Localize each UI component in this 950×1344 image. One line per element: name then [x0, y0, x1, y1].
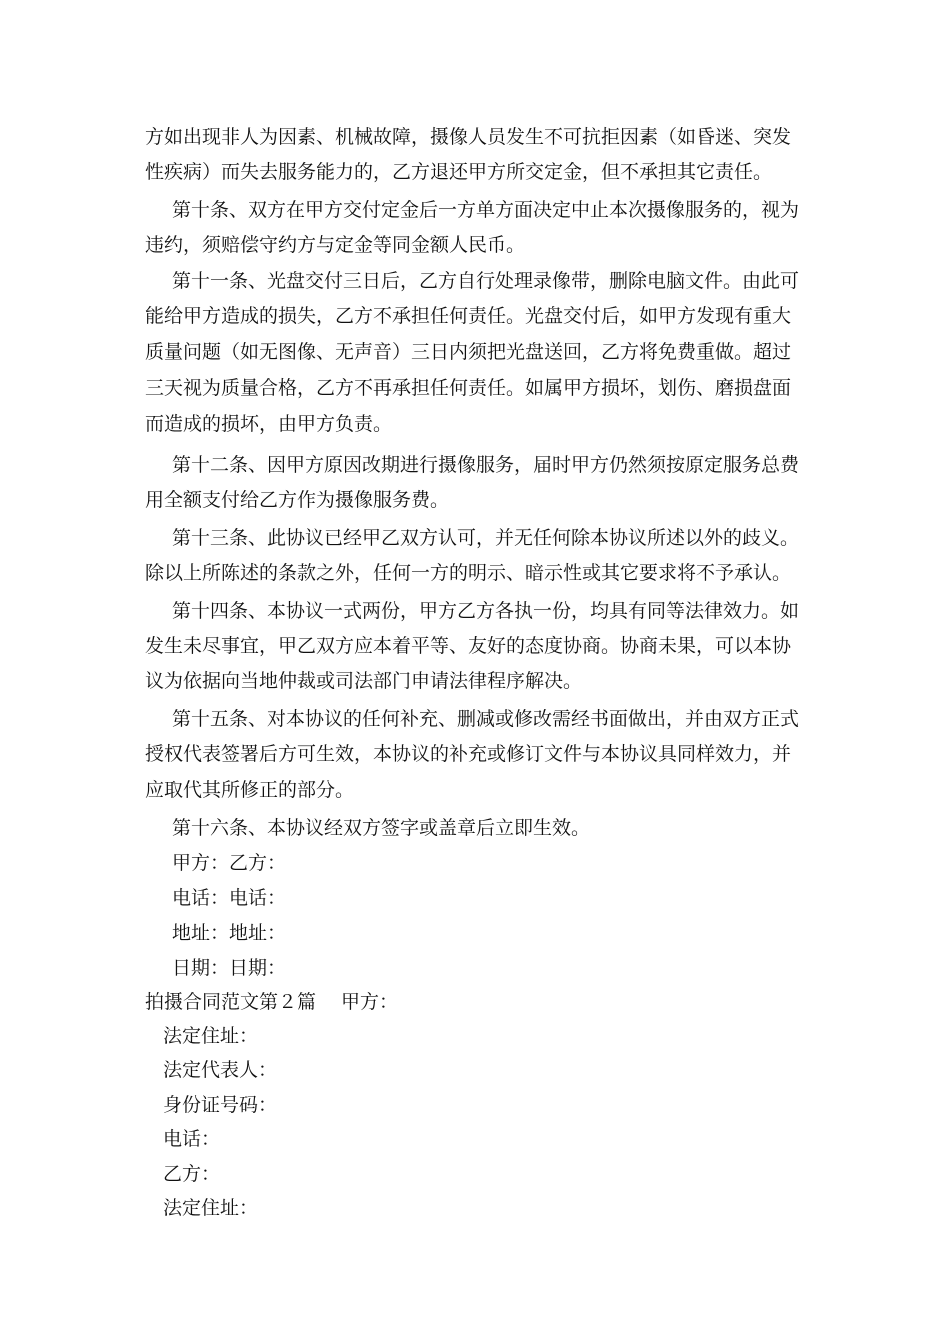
- text-line: 第十四条、本协议一式两份，甲方乙方各执一份，均具有同等法律效力。如: [172, 600, 800, 622]
- text-line: 第十一条、光盘交付三日后，乙方自行处理录像带，删除电脑文件。由此可: [172, 270, 800, 292]
- signature-line: 地址：地址：: [172, 922, 287, 944]
- text-line: 方如出现非人为因素、机械故障，摄像人员发生不可抗拒因素（如昏迷、突发: [145, 126, 792, 148]
- text-line: 应取代其所修正的部分。: [145, 779, 355, 801]
- text-line: 性疾病）而失去服务能力的，乙方退还甲方所交定金，但不承担其它责任。: [145, 161, 773, 183]
- section-heading: 拍摄合同范文第２篇 甲方：: [145, 991, 399, 1013]
- form-field-label: 身份证号码：: [163, 1094, 278, 1116]
- form-field-label: 电话：: [163, 1128, 221, 1150]
- text-line: 议为依据向当地仲裁或司法部门申请法律程序解决。: [145, 670, 583, 692]
- signature-line: 电话：电话：: [172, 887, 287, 909]
- form-field-label: 法定住址：: [163, 1025, 259, 1047]
- signature-line: 日期：日期：: [172, 957, 287, 979]
- form-field-label: 乙方：: [163, 1163, 221, 1185]
- text-line: 能给甲方造成的损失，乙方不承担任何责任。光盘交付后，如甲方发现有重大: [145, 305, 792, 327]
- text-line: 质量问题（如无图像、无声音）三日内须把光盘送回，乙方将免费重做。超过: [145, 341, 792, 363]
- text-line: 三天视为质量合格，乙方不再承担任何责任。如属甲方损坏，划伤、磨损盘面: [145, 377, 792, 399]
- text-line: 除以上所陈述的条款之外，任何一方的明示、暗示性或其它要求将不予承认。: [145, 562, 792, 584]
- form-field-label: 法定住址：: [163, 1197, 259, 1219]
- text-line: 而造成的损坏，由甲方负责。: [145, 413, 393, 435]
- text-line: 违约，须赔偿守约方与定金等同金额人民币。: [145, 234, 526, 256]
- signature-line: 甲方：乙方：: [172, 852, 287, 874]
- text-line: 第十二条、因甲方原因改期进行摄像服务，届时甲方仍然须按原定服务总费: [172, 454, 800, 476]
- text-line: 第十六条、本协议经双方签字或盖章后立即生效。: [172, 817, 591, 839]
- form-field-label: 法定代表人：: [163, 1059, 278, 1081]
- text-line: 第十条、双方在甲方交付定金后一方单方面决定中止本次摄像服务的，视为: [172, 199, 800, 221]
- text-line: 第十五条、对本协议的任何补充、删减或修改需经书面做出，并由双方正式: [172, 708, 800, 730]
- text-line: 第十三条、此协议已经甲乙双方认可，并无任何除本协议所述以外的歧义。: [172, 527, 800, 549]
- text-line: 授权代表签署后方可生效，本协议的补充或修订文件与本协议具同样效力，并: [145, 743, 792, 765]
- text-line: 发生未尽事宜，甲乙双方应本着平等、友好的态度协商。协商未果，可以本协: [145, 635, 792, 657]
- text-line: 用全额支付给乙方作为摄像服务费。: [145, 489, 450, 511]
